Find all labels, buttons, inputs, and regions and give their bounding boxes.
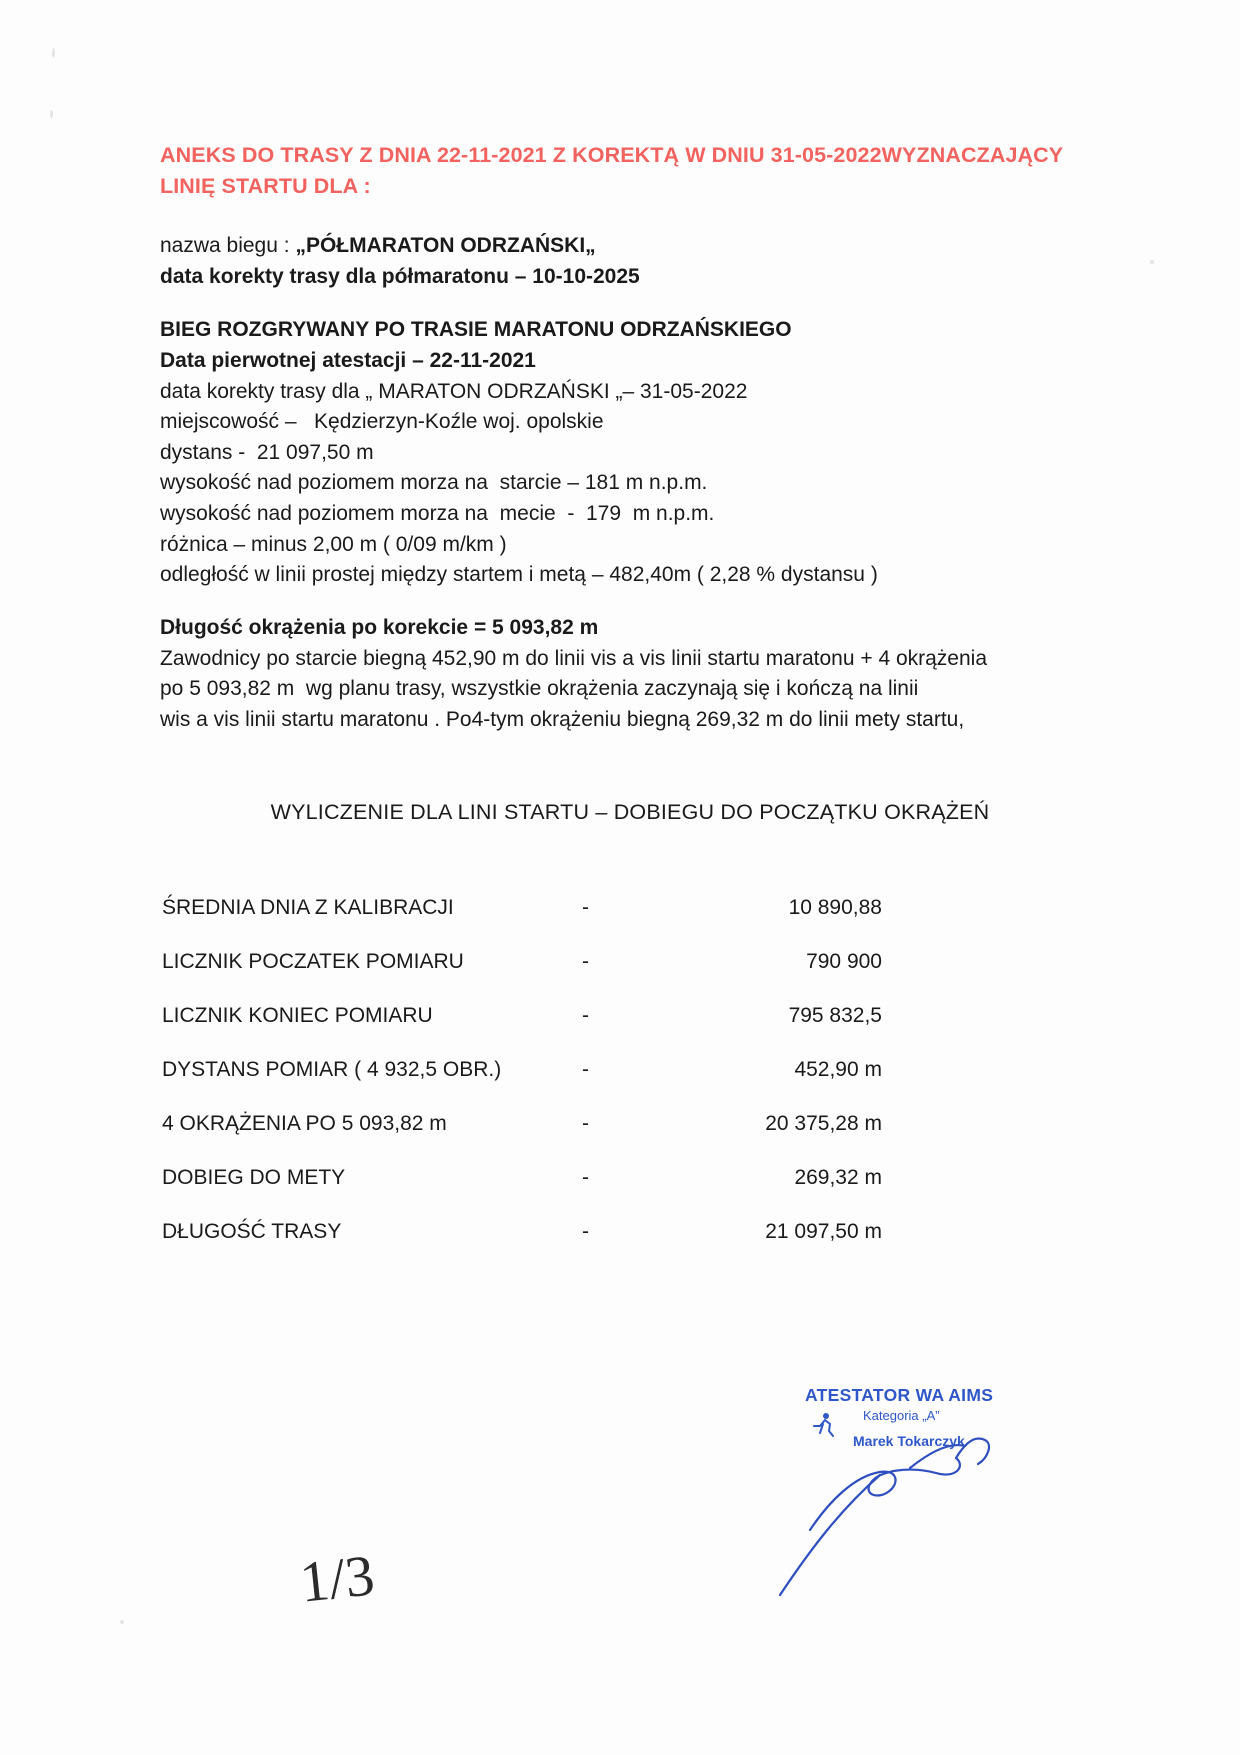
paper-speck bbox=[52, 48, 55, 58]
row-dash: - bbox=[582, 949, 589, 973]
row-value: 269,32 m bbox=[794, 1165, 882, 1189]
row-dash: - bbox=[582, 1111, 589, 1135]
row-dash: - bbox=[582, 895, 589, 919]
description-line-3: wis a vis linii startu maratonu . Po4-tym okrążeniu biegną 269,32 m do linii mety startu, bbox=[160, 708, 965, 732]
stamp-line-3: Marek Tokarczyk bbox=[853, 1433, 965, 1449]
page-number: 1/3 bbox=[296, 1542, 378, 1615]
row-dash: - bbox=[582, 1003, 589, 1027]
row-value: 795 832,5 bbox=[788, 1003, 882, 1027]
spacer bbox=[160, 736, 1100, 800]
race-name-label: nazwa biegu : bbox=[160, 234, 296, 258]
row-dash: - bbox=[582, 1219, 589, 1243]
row-label: 4 OKRĄŻENIA PO 5 093,82 m bbox=[162, 1111, 447, 1135]
description-line-2: po 5 093,82 m wg planu trasy, wszystkie okrążenia zaczynają się i kończą na linii bbox=[160, 677, 919, 701]
distance-line: dystans - 21 097,50 m bbox=[160, 440, 374, 464]
first-attestation-line: Data pierwotnej atestacji – 22-11-2021 bbox=[160, 348, 536, 372]
correction-date-line: data korekty trasy dla półmaratonu – 10-10-2025 bbox=[160, 264, 640, 288]
paper-speck bbox=[120, 1620, 124, 1624]
locality-line: miejscowość – Kędzierzyn-Koźle woj. opolskie bbox=[160, 410, 604, 434]
row-value: 452,90 m bbox=[794, 1057, 882, 1081]
runner-icon-svg bbox=[811, 1411, 837, 1439]
description-line-1: Zawodnicy po starcie biegną 452,90 m do linii vis a vis linii startu maratonu + 4 okrążenia bbox=[160, 646, 988, 670]
stamp-line-1: ATESTATOR WA AIMS bbox=[805, 1385, 994, 1405]
row-value: 20 375,28 m bbox=[765, 1111, 882, 1135]
straight-line: odległość w linii prostej między startem i metą – 482,40m ( 2,28 % dystansu ) bbox=[160, 563, 878, 587]
course-line: BIEG ROZGRYWANY PO TRASIE MARATONU ODRZAŃSKIEGO bbox=[160, 318, 792, 342]
lap-length-line: Długość okrążenia po korekcie = 5 093,82 m bbox=[160, 616, 599, 640]
spacer bbox=[160, 292, 1100, 314]
row-label: DYSTANS POMIAR ( 4 932,5 OBR.) bbox=[162, 1057, 502, 1081]
row-value: 10 890,88 bbox=[788, 895, 882, 919]
row-dash: - bbox=[582, 1165, 589, 1189]
start-altitude-line: wysokość nad poziomem morza na starcie – 181 m n.p.m. bbox=[160, 471, 708, 495]
attestor-stamp bbox=[805, 1385, 1045, 1505]
row-label: DOBIEG DO METY bbox=[162, 1165, 346, 1189]
row-dash: - bbox=[582, 1057, 589, 1081]
row-label: LICZNIK POCZATEK POMIARU bbox=[162, 949, 464, 973]
difference-line: różnica – minus 2,00 m ( 0/09 m/km ) bbox=[160, 532, 507, 556]
finish-altitude-line: wysokość nad poziomem morza na mecie - 179 m n.p.m. bbox=[160, 502, 715, 526]
runner-icon bbox=[811, 1411, 837, 1443]
calculation-table bbox=[162, 881, 882, 1259]
stamp-line-2: Kategoria „A” bbox=[863, 1408, 940, 1423]
table-row bbox=[162, 1097, 882, 1151]
document-heading: ANEKS DO TRASY Z DNIA 22-11-2021 Z KOREKTĄ W DNIU 31-05-2022WYZNACZAJĄCY LINIĘ STARTU DLA : bbox=[160, 143, 1063, 198]
paper-speck bbox=[1150, 260, 1154, 264]
table-row bbox=[162, 1205, 882, 1259]
table-row bbox=[162, 1151, 882, 1205]
document-body bbox=[160, 140, 1100, 1259]
row-label: DŁUGOŚĆ TRASY bbox=[162, 1219, 342, 1243]
row-value: 21 097,50 m bbox=[765, 1219, 882, 1243]
race-name-line bbox=[160, 231, 1100, 262]
row-label: LICZNIK KONIEC POMIARU bbox=[162, 1003, 433, 1027]
row-label: ŚREDNIA DNIA Z KALIBRACJI bbox=[162, 895, 454, 919]
table-row bbox=[162, 935, 882, 989]
table-row bbox=[162, 1043, 882, 1097]
calc-title: WYLICZENIE DLA LINI STARTU – DOBIEGU DO POCZĄTKU OKRĄŻEŃ bbox=[270, 799, 990, 824]
table-row bbox=[162, 881, 882, 935]
race-name-value: „PÓŁMARATON ODRZAŃSKI„ bbox=[295, 234, 596, 258]
calculation-table-body bbox=[162, 881, 882, 1259]
table-row bbox=[162, 989, 882, 1043]
row-value: 790 900 bbox=[806, 949, 882, 973]
paper-speck bbox=[50, 110, 53, 118]
spacer bbox=[160, 591, 1100, 613]
marathon-correction-line: data korekty trasy dla „ MARATON ODRZAŃSKI „– 31-05-2022 bbox=[160, 379, 748, 403]
